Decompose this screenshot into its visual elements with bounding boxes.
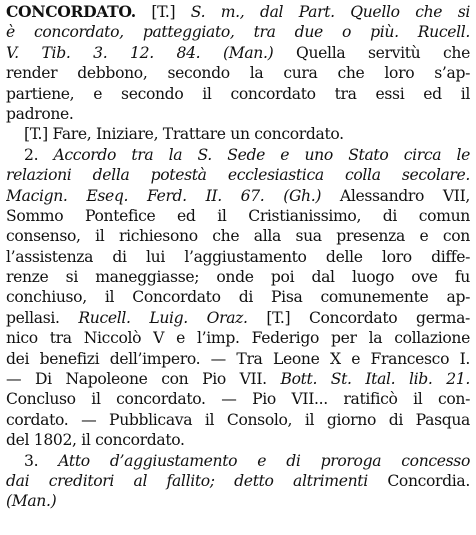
entry-line [6, 349, 470, 369]
entry-text: nico tra Niccolò V e l’imp. Federigo per la collazione [6, 329, 470, 348]
entry-text: padrone. [6, 104, 74, 123]
headword: CONCORDATO. [6, 2, 136, 21]
entry-line [6, 165, 470, 185]
italic-text: S. m., dal Part. Quello che si [190, 3, 470, 21]
entry-line [6, 63, 470, 83]
entry-text: conchiuso, il Concordato di Pisa comunemente ap- [6, 288, 470, 307]
entry-line [6, 410, 470, 430]
italic-text: dai creditori al fallito; detto altrimenti [6, 471, 368, 490]
entry-text: dei benefizi dell’impero. — Tra Leone X e Francesco I. [6, 349, 470, 368]
entry-line [6, 247, 470, 267]
entry-line [6, 451, 470, 471]
italic-text: (Man.) [6, 492, 57, 511]
entry-text: consenso, il richiesono che alla sua presenza e con [6, 227, 470, 246]
entry-line [6, 43, 470, 63]
entry-text: l’assistenza di lui l’aggiustamento delle loro diffe- [6, 247, 470, 266]
entry-text: pellasi. [6, 308, 79, 327]
italic-text: Atto d’aggiustamento e di proroga concesso [58, 451, 470, 470]
entry-line [6, 104, 470, 124]
entry-text: renze si maneggiasse; onde poi dal luogo ove fu [6, 268, 470, 287]
entry-line [6, 471, 470, 491]
italic-text: è concordato, patteggiato, tra due o più. Rucell. [6, 23, 470, 42]
entry-line [6, 491, 470, 511]
entry-text: [T.] Concordato germa- [247, 308, 470, 327]
entry-line [6, 287, 470, 307]
entry-text: [T.] Fare, Iniziare, Trattare un concordato. [24, 125, 344, 144]
italic-text: relazioni della potestà ecclesiastica colla secolare. [6, 166, 470, 185]
entry-line [6, 84, 470, 104]
entry-text: Concluso il concordato. — Pio VII... ratificò il con- [6, 390, 470, 409]
entry-line [6, 124, 470, 144]
entry-line [6, 226, 470, 246]
entry-text: cordato. — Pubblicava il Consolo, il giorno di Pasqua [6, 410, 470, 429]
entry-text: Quella servitù che [273, 43, 470, 62]
entry-line [6, 430, 470, 450]
italic-text: Accordo tra la S. Sede e uno Stato circa le [53, 145, 470, 164]
italic-text: Rucell. Luig. Oraz. [78, 308, 248, 327]
entry-text: render debbono, secondo la cura che loro s’ap- [6, 64, 470, 83]
entry-line [6, 186, 470, 206]
entry-text: Concordia. [367, 471, 470, 490]
entry-line [6, 328, 470, 348]
entry-text: partiene, e secondo il concordato tra essi ed il [6, 84, 470, 103]
entry-line [6, 308, 470, 328]
entry-line [6, 369, 470, 389]
entry-text: 2. [24, 145, 54, 164]
italic-text: Bott. St. Ital. lib. 21. [280, 370, 470, 389]
entry-line [6, 267, 470, 287]
entry-text: Alessandro VII, [321, 186, 470, 205]
entry-line [6, 22, 470, 42]
entry-line [6, 389, 470, 409]
entry-text: [T.] [135, 3, 191, 21]
italic-text: V. Tib. 3. 12. 84. (Man.) [6, 43, 274, 62]
entry-line [6, 206, 470, 226]
entry-text: — Di Napoleone con Pio VII. [6, 370, 281, 389]
entry-line [6, 145, 470, 165]
dictionary-entry [6, 2, 470, 512]
entry-line [6, 2, 470, 22]
entry-text: del 1802, il concordato. [6, 431, 185, 450]
entry-text: Sommo Pontefice ed il Cristianissimo, di comun [6, 206, 470, 225]
italic-text: Macign. Eseq. Ferd. II. 67. (Gh.) [6, 186, 322, 205]
entry-text: 3. [24, 451, 59, 470]
